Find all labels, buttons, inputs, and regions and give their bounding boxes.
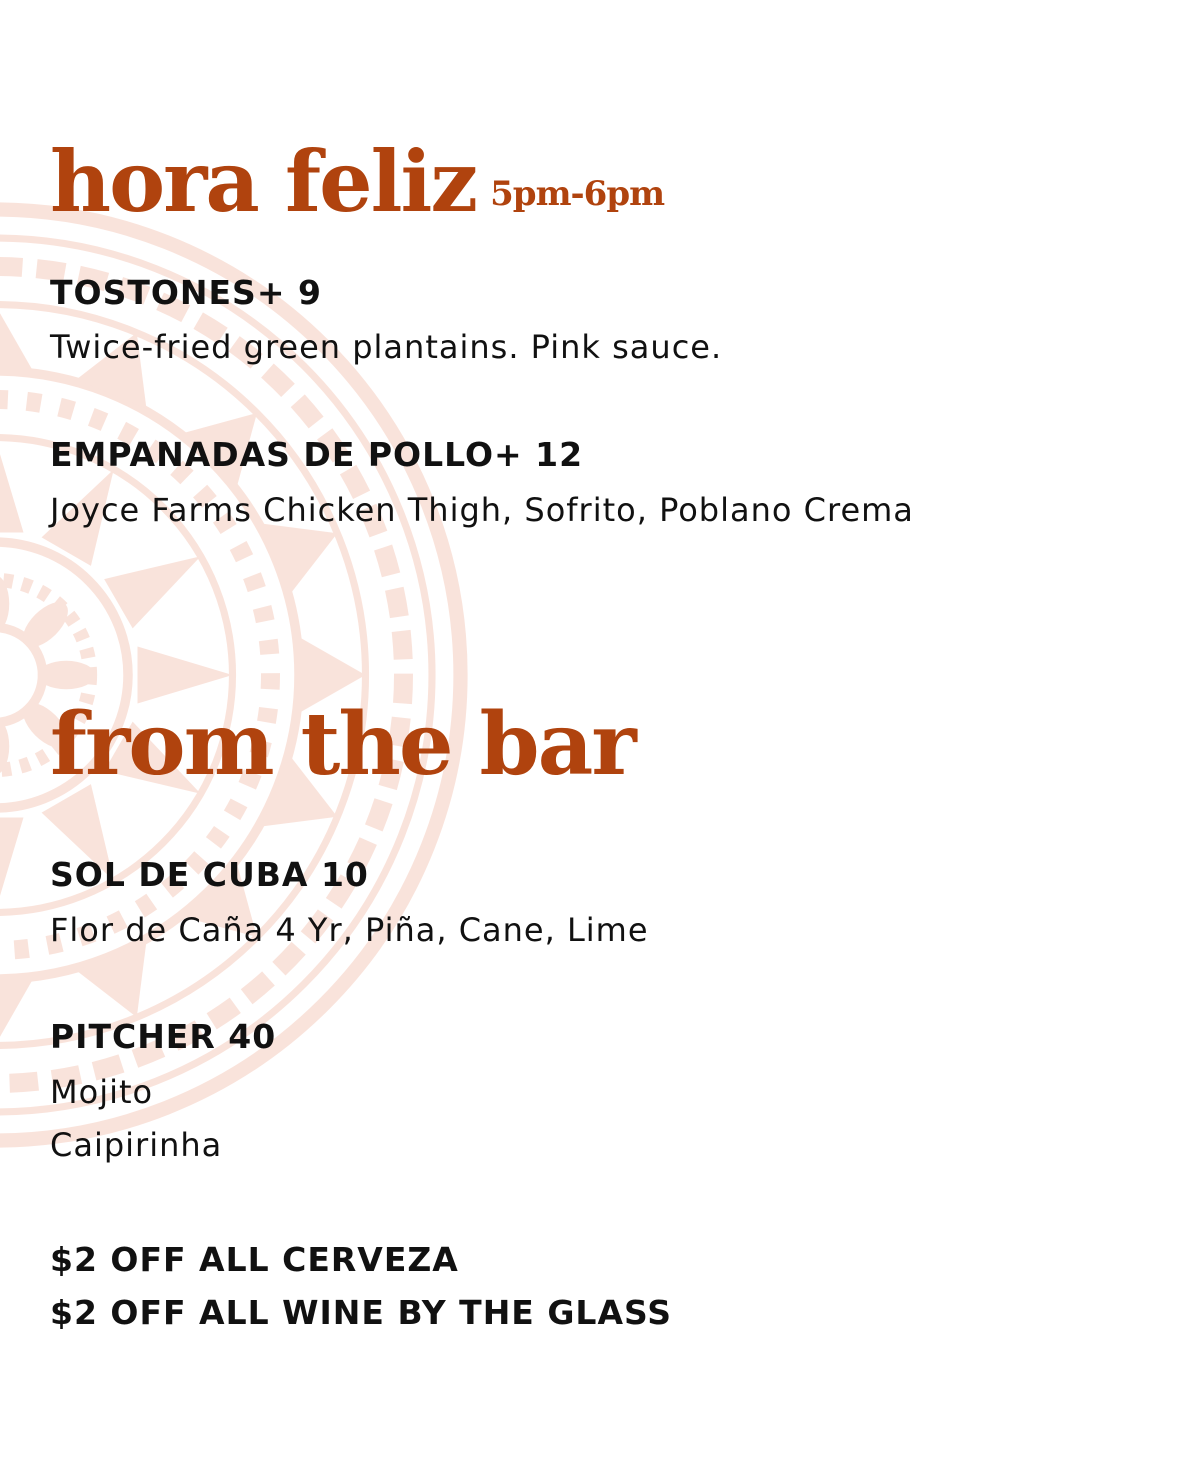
hora-feliz-title: hora feliz	[50, 132, 477, 231]
empanadas-name: EMPANADAS DE POLLO+ 12	[50, 435, 584, 474]
tostones-description: Twice-fried green plantains. Pink sauce.	[50, 328, 723, 366]
pitcher-name: PITCHER 40	[50, 1017, 277, 1056]
pitcher-option-mojito: Mojito	[50, 1073, 154, 1111]
special-wine: $2 OFF ALL WINE BY THE GLASS	[50, 1293, 673, 1332]
hora-feliz-heading	[50, 132, 664, 244]
special-cerveza: $2 OFF ALL CERVEZA	[50, 1240, 459, 1279]
pitcher-option-caipirinha: Caipirinha	[50, 1126, 223, 1164]
hora-feliz-time: 5pm-6pm	[490, 174, 665, 214]
happy-hour-menu	[50, 0, 1150, 1457]
sol-de-cuba-description: Flor de Caña 4 Yr, Piña, Cane, Lime	[50, 911, 649, 949]
sol-de-cuba-name: SOL DE CUBA 10	[50, 855, 369, 894]
from-the-bar-heading: from the bar	[50, 694, 635, 795]
empanadas-description: Joyce Farms Chicken Thigh, Sofrito, Poblano Crema	[50, 491, 914, 529]
tostones-name: TOSTONES+ 9	[50, 273, 322, 312]
